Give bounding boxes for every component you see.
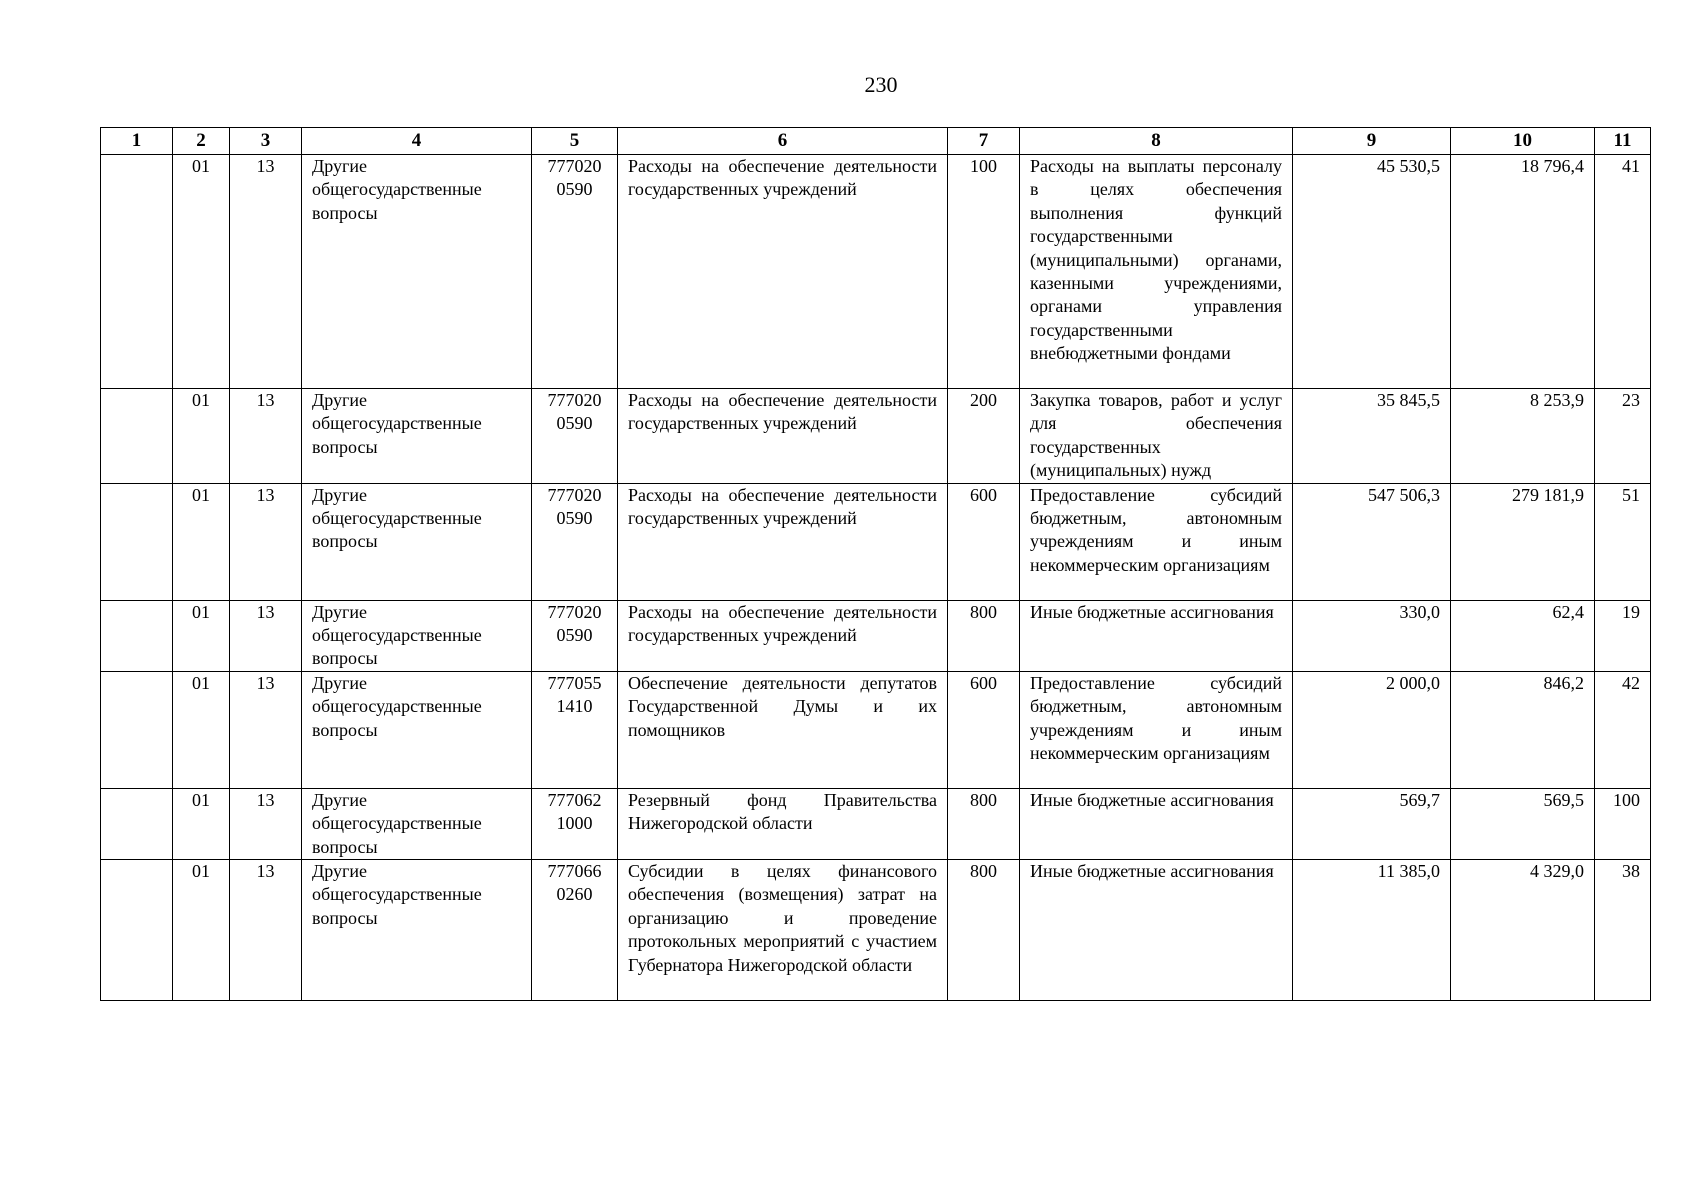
cell-percent: 23 [1595, 389, 1651, 484]
cell-expense-type: 600 [948, 671, 1020, 788]
cell-target-name: Расходы на обеспечение деятельности государственных учреждений [618, 389, 948, 484]
col-header: 3 [230, 128, 302, 155]
cell-target-code: 777020 0590 [532, 483, 618, 600]
cell-subsection: 13 [230, 788, 302, 859]
cell-actual: 18 796,4 [1451, 155, 1595, 389]
cell-target-code: 777020 0590 [532, 600, 618, 671]
cell-target-name: Резервный фонд Правительства Нижегородской области [618, 788, 948, 859]
cell-subsection: 13 [230, 600, 302, 671]
table-row [101, 389, 1651, 484]
cell-target-code: 777020 0590 [532, 389, 618, 484]
col-header: 9 [1293, 128, 1451, 155]
cell-plan: 45 530,5 [1293, 155, 1451, 389]
cell-col1 [101, 389, 173, 484]
col-header: 7 [948, 128, 1020, 155]
cell-plan: 11 385,0 [1293, 860, 1451, 1001]
cell-actual: 8 253,9 [1451, 389, 1595, 484]
cell-percent: 19 [1595, 600, 1651, 671]
cell-actual: 279 181,9 [1451, 483, 1595, 600]
cell-col1 [101, 483, 173, 600]
cell-subsection: 13 [230, 671, 302, 788]
cell-plan: 35 845,5 [1293, 389, 1451, 484]
cell-expense-type: 800 [948, 860, 1020, 1001]
budget-table [100, 127, 1651, 1001]
cell-section: 01 [173, 671, 230, 788]
cell-target-name: Расходы на обеспечение деятельности государственных учреждений [618, 483, 948, 600]
page-number: 230 [864, 72, 898, 97]
cell-percent: 38 [1595, 860, 1651, 1001]
cell-expense-type: 600 [948, 483, 1020, 600]
cell-expense-name: Иные бюджетные ассигнования [1020, 600, 1293, 671]
cell-expense-name: Предоставление субсидий бюджетным, автономным учреждениям и иным некоммерческим организациям [1020, 671, 1293, 788]
cell-section-name: Другие общегосударственные вопросы [302, 860, 532, 1001]
cell-target-name: Расходы на обеспечение деятельности государственных учреждений [618, 155, 948, 389]
cell-actual: 62,4 [1451, 600, 1595, 671]
cell-expense-name: Предоставление субсидий бюджетным, автономным учреждениям и иным некоммерческим организациям [1020, 483, 1293, 600]
cell-section-name: Другие общегосударственные вопросы [302, 483, 532, 600]
cell-section-name: Другие общегосударственные вопросы [302, 389, 532, 484]
header-row [101, 128, 1651, 155]
cell-section-name: Другие общегосударственные вопросы [302, 600, 532, 671]
col-header: 11 [1595, 128, 1651, 155]
cell-plan: 330,0 [1293, 600, 1451, 671]
col-header: 6 [618, 128, 948, 155]
table-row [101, 860, 1651, 1001]
cell-expense-name: Иные бюджетные ассигнования [1020, 860, 1293, 1001]
table-row [101, 483, 1651, 600]
cell-target-name: Обеспечение деятельности депутатов Государственной Думы и их помощников [618, 671, 948, 788]
cell-subsection: 13 [230, 155, 302, 389]
table-row [101, 600, 1651, 671]
cell-expense-type: 800 [948, 600, 1020, 671]
cell-subsection: 13 [230, 483, 302, 600]
cell-expense-type: 200 [948, 389, 1020, 484]
cell-plan: 569,7 [1293, 788, 1451, 859]
cell-actual: 4 329,0 [1451, 860, 1595, 1001]
cell-expense-name: Закупка товаров, работ и услуг для обеспечения государственных (муниципальных) нужд [1020, 389, 1293, 484]
cell-expense-name: Расходы на выплаты персоналу в целях обеспечения выполнения функций государственными (муниципальными) органами, казенными учреждениями, органами управления государственными внебюджетными фондами [1020, 155, 1293, 389]
cell-percent: 51 [1595, 483, 1651, 600]
cell-target-code: 777055 1410 [532, 671, 618, 788]
cell-subsection: 13 [230, 389, 302, 484]
cell-percent: 41 [1595, 155, 1651, 389]
cell-col1 [101, 155, 173, 389]
col-header: 1 [101, 128, 173, 155]
cell-target-code: 777020 0590 [532, 155, 618, 389]
cell-percent: 42 [1595, 671, 1651, 788]
col-header: 10 [1451, 128, 1595, 155]
cell-target-code: 777062 1000 [532, 788, 618, 859]
cell-target-name: Субсидии в целях финансового обеспечения (возмещения) затрат на организацию и проведение протокольных мероприятий с участием Губернатора Нижегородской области [618, 860, 948, 1001]
table-row [101, 671, 1651, 788]
col-header: 2 [173, 128, 230, 155]
cell-section: 01 [173, 155, 230, 389]
cell-plan: 2 000,0 [1293, 671, 1451, 788]
cell-section: 01 [173, 860, 230, 1001]
cell-plan: 547 506,3 [1293, 483, 1451, 600]
col-header: 8 [1020, 128, 1293, 155]
cell-section: 01 [173, 483, 230, 600]
table-row [101, 155, 1651, 389]
cell-percent: 100 [1595, 788, 1651, 859]
cell-col1 [101, 860, 173, 1001]
cell-target-code: 777066 0260 [532, 860, 618, 1001]
cell-col1 [101, 600, 173, 671]
cell-subsection: 13 [230, 860, 302, 1001]
cell-section-name: Другие общегосударственные вопросы [302, 671, 532, 788]
table-row [101, 788, 1651, 859]
cell-expense-name: Иные бюджетные ассигнования [1020, 788, 1293, 859]
cell-section-name: Другие общегосударственные вопросы [302, 788, 532, 859]
col-header: 5 [532, 128, 618, 155]
cell-col1 [101, 671, 173, 788]
cell-section: 01 [173, 788, 230, 859]
cell-section: 01 [173, 600, 230, 671]
cell-expense-type: 100 [948, 155, 1020, 389]
cell-col1 [101, 788, 173, 859]
cell-actual: 846,2 [1451, 671, 1595, 788]
cell-target-name: Расходы на обеспечение деятельности государственных учреждений [618, 600, 948, 671]
cell-expense-type: 800 [948, 788, 1020, 859]
cell-section-name: Другие общегосударственные вопросы [302, 155, 532, 389]
cell-actual: 569,5 [1451, 788, 1595, 859]
col-header: 4 [302, 128, 532, 155]
cell-section: 01 [173, 389, 230, 484]
